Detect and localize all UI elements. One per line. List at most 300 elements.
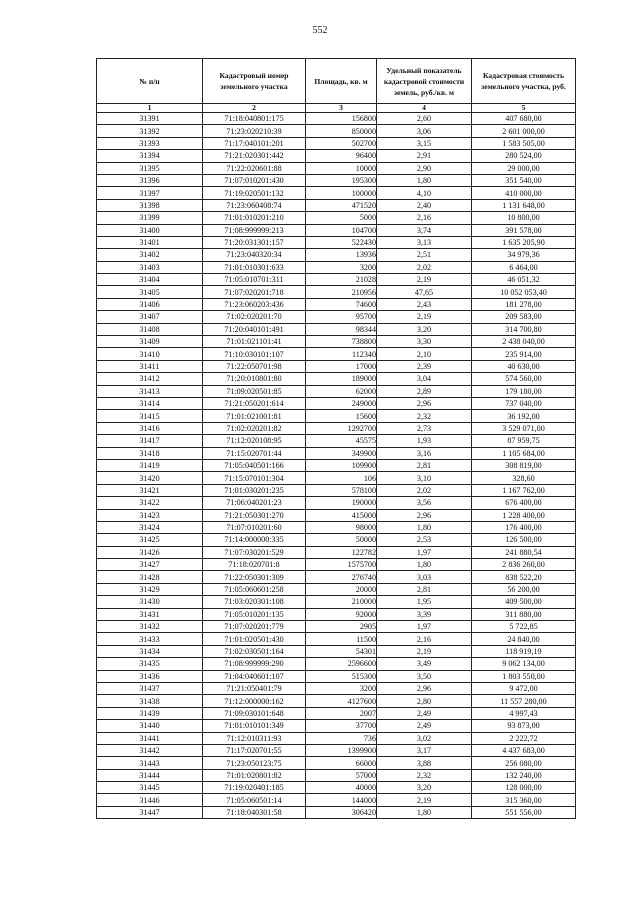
cadastral-number-cell: 71:05:010201:135 — [203, 608, 306, 620]
specific-value-cell: 2,96 — [377, 397, 472, 409]
row-number-cell: 31400 — [97, 224, 203, 236]
cadastral-value-cell: 87 959,75 — [472, 435, 576, 447]
cadastral-value-cell: 29 000,00 — [472, 162, 576, 174]
row-number-cell: 31425 — [97, 534, 203, 546]
area-cell: 54301 — [306, 645, 377, 657]
row-number-cell: 31409 — [97, 336, 203, 348]
specific-value-cell: 47,65 — [377, 286, 472, 298]
cadastral-value-cell: 126 500,00 — [472, 534, 576, 546]
area-cell: 10000 — [306, 162, 377, 174]
cadastral-number-cell: 71:12:020108:95 — [203, 435, 306, 447]
table-header-row — [97, 59, 576, 104]
cadastral-value-cell: 4 997,43 — [472, 707, 576, 719]
cadastral-value-cell: 4 437 683,00 — [472, 744, 576, 756]
row-number-cell: 31424 — [97, 521, 203, 533]
area-cell: 2596600 — [306, 658, 377, 670]
specific-value-cell: 3,74 — [377, 224, 472, 236]
header-area: Площадь, кв. м — [306, 59, 377, 104]
cadastral-value-cell: 40 630,00 — [472, 360, 576, 372]
specific-value-cell: 2,32 — [377, 769, 472, 781]
table-row — [97, 137, 576, 149]
cadastral-number-cell: 71:01:010101:349 — [203, 720, 306, 732]
cadastral-number-cell: 71:03:020301:108 — [203, 596, 306, 608]
table-row — [97, 497, 576, 509]
row-number-cell: 31426 — [97, 546, 203, 558]
table-row — [97, 645, 576, 657]
table-row — [97, 534, 576, 546]
cadastral-value-cell: 328,60 — [472, 472, 576, 484]
area-cell: 5000 — [306, 212, 377, 224]
area-cell: 1399900 — [306, 744, 377, 756]
cadastral-value-cell: 209 583,00 — [472, 311, 576, 323]
table-row — [97, 199, 576, 211]
area-cell: 66000 — [306, 757, 377, 769]
row-number-cell: 31412 — [97, 373, 203, 385]
specific-value-cell: 3,88 — [377, 757, 472, 769]
cadastral-number-cell: 71:06:040201:23 — [203, 497, 306, 509]
cadastral-value-cell: 10 052 053,40 — [472, 286, 576, 298]
specific-value-cell: 3,10 — [377, 472, 472, 484]
cadastral-value-cell: 46 051,32 — [472, 274, 576, 286]
area-cell: 515300 — [306, 670, 377, 682]
area-cell: 122782 — [306, 546, 377, 558]
area-cell: 45575 — [306, 435, 377, 447]
specific-value-cell: 2,49 — [377, 720, 472, 732]
specific-value-cell: 3,20 — [377, 782, 472, 794]
table-row — [97, 311, 576, 323]
cadastral-number-cell: 71:20:010801:80 — [203, 373, 306, 385]
area-cell: 15600 — [306, 410, 377, 422]
specific-value-cell: 4,10 — [377, 187, 472, 199]
specific-value-cell: 2,43 — [377, 298, 472, 310]
specific-value-cell: 2,19 — [377, 645, 472, 657]
cadastral-value-cell: 10 800,00 — [472, 212, 576, 224]
cadastral-number-cell: 71:09:020501:85 — [203, 385, 306, 397]
table-row — [97, 410, 576, 422]
cadastral-value-cell: 551 556,00 — [472, 806, 576, 818]
cadastral-value-cell: 256 080,00 — [472, 757, 576, 769]
row-number-cell: 31395 — [97, 162, 203, 174]
table-row — [97, 286, 576, 298]
area-cell: 21028 — [306, 274, 377, 286]
area-cell: 37700 — [306, 720, 377, 732]
cadastral-value-cell: 314 700,80 — [472, 323, 576, 335]
table-row — [97, 670, 576, 682]
specific-value-cell: 1,80 — [377, 521, 472, 533]
cadastral-value-cell: 351 540,00 — [472, 174, 576, 186]
specific-value-cell: 3,56 — [377, 497, 472, 509]
specific-value-cell: 1,80 — [377, 174, 472, 186]
table-row — [97, 720, 576, 732]
cadastral-value-cell: 315 360,00 — [472, 794, 576, 806]
area-cell: 1575700 — [306, 559, 377, 571]
row-number-cell: 31439 — [97, 707, 203, 719]
column-number: 3 — [306, 104, 377, 113]
area-cell: 349900 — [306, 447, 377, 459]
specific-value-cell: 2,96 — [377, 682, 472, 694]
area-cell: 190000 — [306, 497, 377, 509]
cadastral-number-cell: 71:02:020201:82 — [203, 422, 306, 434]
specific-value-cell: 2,19 — [377, 311, 472, 323]
table-row — [97, 373, 576, 385]
table-row — [97, 621, 576, 633]
row-number-cell: 31408 — [97, 323, 203, 335]
area-cell: 276740 — [306, 571, 377, 583]
row-number-cell: 31445 — [97, 782, 203, 794]
cadastral-number-cell: 71:18:040301:58 — [203, 806, 306, 818]
table-row — [97, 459, 576, 471]
specific-value-cell: 3,03 — [377, 571, 472, 583]
area-cell: 210000 — [306, 596, 377, 608]
area-cell: 210956 — [306, 286, 377, 298]
area-cell: 2905 — [306, 621, 377, 633]
specific-value-cell: 2,16 — [377, 633, 472, 645]
cadastral-value-cell: 1 131 648,00 — [472, 199, 576, 211]
cadastral-number-cell: 71:17:020701:55 — [203, 744, 306, 756]
cadastral-number-cell: 71:09:030101:648 — [203, 707, 306, 719]
specific-value-cell: 1,80 — [377, 559, 472, 571]
row-number-cell: 31431 — [97, 608, 203, 620]
area-cell: 522430 — [306, 236, 377, 248]
row-number-cell: 31403 — [97, 261, 203, 273]
cadastral-number-cell: 71:05:010701:311 — [203, 274, 306, 286]
table-body — [97, 113, 576, 819]
table-row — [97, 298, 576, 310]
table-row — [97, 608, 576, 620]
cadastral-number-cell: 71:23:050123:75 — [203, 757, 306, 769]
cadastral-value-cell: 409 500,00 — [472, 596, 576, 608]
table-row — [97, 546, 576, 558]
cadastral-value-cell: 1 228 400,00 — [472, 509, 576, 521]
specific-value-cell: 1,95 — [377, 596, 472, 608]
specific-value-cell: 2,96 — [377, 509, 472, 521]
row-number-cell: 31442 — [97, 744, 203, 756]
specific-value-cell: 2,16 — [377, 212, 472, 224]
table-row — [97, 521, 576, 533]
row-number-cell: 31436 — [97, 670, 203, 682]
area-cell: 104700 — [306, 224, 377, 236]
area-cell: 850000 — [306, 125, 377, 137]
table-row — [97, 484, 576, 496]
table-row — [97, 583, 576, 595]
cadastral-number-cell: 71:08:999999:290 — [203, 658, 306, 670]
table-row — [97, 744, 576, 756]
area-cell: 415000 — [306, 509, 377, 521]
area-cell: 195300 — [306, 174, 377, 186]
area-cell: 92000 — [306, 608, 377, 620]
area-cell: 50000 — [306, 534, 377, 546]
row-number-cell: 31406 — [97, 298, 203, 310]
cadastral-value-cell: 5 722,85 — [472, 621, 576, 633]
specific-value-cell: 3,13 — [377, 236, 472, 248]
cadastral-number-cell: 71:02:020201:70 — [203, 311, 306, 323]
table-row — [97, 806, 576, 818]
cadastral-value-cell: 36 192,00 — [472, 410, 576, 422]
column-number: 1 — [97, 104, 203, 113]
header-row-number: № п/п — [97, 59, 203, 104]
cadastral-value-cell: 1 167 762,00 — [472, 484, 576, 496]
table-row — [97, 707, 576, 719]
row-number-cell: 31443 — [97, 757, 203, 769]
area-cell: 62000 — [306, 385, 377, 397]
area-cell: 11500 — [306, 633, 377, 645]
table-row — [97, 323, 576, 335]
cadastral-value-cell: 574 560,00 — [472, 373, 576, 385]
row-number-cell: 31441 — [97, 732, 203, 744]
cadastral-number-cell: 71:01:010201:210 — [203, 212, 306, 224]
cadastral-number-cell: 71:07:020201:718 — [203, 286, 306, 298]
area-cell: 13936 — [306, 249, 377, 261]
row-number-cell: 31398 — [97, 199, 203, 211]
cadastral-value-cell: 132 240,00 — [472, 769, 576, 781]
cadastral-value-cell: 308 819,00 — [472, 459, 576, 471]
row-number-cell: 31405 — [97, 286, 203, 298]
specific-value-cell: 2,90 — [377, 162, 472, 174]
cadastral-number-cell: 71:22:020601:88 — [203, 162, 306, 174]
page-number: 552 — [312, 25, 328, 36]
cadastral-value-cell: 2 601 000,00 — [472, 125, 576, 137]
cadastral-number-cell: 71:20:040101:491 — [203, 323, 306, 335]
cadastral-number-cell: 71:05:060501:14 — [203, 794, 306, 806]
cadastral-value-cell: 3 529 071,00 — [472, 422, 576, 434]
table-row — [97, 397, 576, 409]
specific-value-cell: 3,30 — [377, 336, 472, 348]
cadastral-number-cell: 71:01:021101:41 — [203, 336, 306, 348]
cadastral-value-cell: 11 557 280,00 — [472, 695, 576, 707]
specific-value-cell: 2,02 — [377, 484, 472, 496]
table-row — [97, 633, 576, 645]
cadastral-number-cell: 71:23:060203:436 — [203, 298, 306, 310]
cadastral-number-cell: 71:18:020701:8 — [203, 559, 306, 571]
row-number-cell: 31402 — [97, 249, 203, 261]
table-row — [97, 261, 576, 273]
cadastral-value-cell: 118 919,19 — [472, 645, 576, 657]
specific-value-cell: 2,02 — [377, 261, 472, 273]
cadastral-number-cell: 71:05:060601:258 — [203, 583, 306, 595]
row-number-cell: 31415 — [97, 410, 203, 422]
cadastral-number-cell: 71:01:010301:633 — [203, 261, 306, 273]
row-number-cell: 31438 — [97, 695, 203, 707]
table-row — [97, 360, 576, 372]
row-number-cell: 31393 — [97, 137, 203, 149]
area-cell: 502700 — [306, 137, 377, 149]
cadastral-value-cell: 407 680,00 — [472, 113, 576, 125]
cadastral-number-cell: 71:12:010311:93 — [203, 732, 306, 744]
table-row — [97, 125, 576, 137]
table-row — [97, 150, 576, 162]
specific-value-cell: 2,32 — [377, 410, 472, 422]
area-cell: 40000 — [306, 782, 377, 794]
cadastral-number-cell: 71:23:060408:74 — [203, 199, 306, 211]
row-number-cell: 31430 — [97, 596, 203, 608]
area-cell: 96400 — [306, 150, 377, 162]
row-number-cell: 31419 — [97, 459, 203, 471]
row-number-cell: 31423 — [97, 509, 203, 521]
row-number-cell: 31417 — [97, 435, 203, 447]
row-number-cell: 31397 — [97, 187, 203, 199]
area-cell: 20000 — [306, 583, 377, 595]
cadastral-value-cell: 176 400,00 — [472, 521, 576, 533]
cadastral-value-cell: 2 836 260,00 — [472, 559, 576, 571]
specific-value-cell: 1,93 — [377, 435, 472, 447]
cadastral-value-cell: 391 578,00 — [472, 224, 576, 236]
cadastral-number-cell: 71:07:020201:779 — [203, 621, 306, 633]
row-number-cell: 31421 — [97, 484, 203, 496]
cadastral-number-cell: 71:01:020801:82 — [203, 769, 306, 781]
row-number-cell: 31437 — [97, 682, 203, 694]
cadastral-number-cell: 71:10:030101:107 — [203, 348, 306, 360]
table-row — [97, 596, 576, 608]
area-cell: 112340 — [306, 348, 377, 360]
cadastral-number-cell: 71:23:040320:34 — [203, 249, 306, 261]
row-number-cell: 31435 — [97, 658, 203, 670]
cadastral-number-cell: 71:21:050201:614 — [203, 397, 306, 409]
area-cell: 98000 — [306, 521, 377, 533]
cadastral-value-cell: 737 040,00 — [472, 397, 576, 409]
cadastral-number-cell: 71:07:010201:60 — [203, 521, 306, 533]
table-row — [97, 472, 576, 484]
area-cell: 144000 — [306, 794, 377, 806]
table-row — [97, 559, 576, 571]
specific-value-cell: 3,39 — [377, 608, 472, 620]
row-number-cell: 31401 — [97, 236, 203, 248]
cadastral-number-cell: 71:01:020501:430 — [203, 633, 306, 645]
cadastral-number-cell: 71:08:999999:213 — [203, 224, 306, 236]
cadastral-number-cell: 71:05:040501:166 — [203, 459, 306, 471]
cadastral-value-cell: 128 000,00 — [472, 782, 576, 794]
area-cell: 738800 — [306, 336, 377, 348]
cadastral-value-cell: 1 583 505,00 — [472, 137, 576, 149]
specific-value-cell: 3,50 — [377, 670, 472, 682]
specific-value-cell: 3,15 — [377, 137, 472, 149]
specific-value-cell: 2,73 — [377, 422, 472, 434]
cadastral-number-cell: 71:19:020401:185 — [203, 782, 306, 794]
cadastral-value-cell: 1 803 550,00 — [472, 670, 576, 682]
table-row — [97, 732, 576, 744]
cadastral-number-cell: 71:21:050401:79 — [203, 682, 306, 694]
specific-value-cell: 2,53 — [377, 534, 472, 546]
cadastral-value-cell: 2 438 040,00 — [472, 336, 576, 348]
row-number-cell: 31411 — [97, 360, 203, 372]
specific-value-cell: 3,06 — [377, 125, 472, 137]
row-number-cell: 31422 — [97, 497, 203, 509]
cadastral-number-cell: 71:02:030501:164 — [203, 645, 306, 657]
cadastral-value-cell: 93 873,00 — [472, 720, 576, 732]
table-row — [97, 249, 576, 261]
table-row — [97, 236, 576, 248]
cadastral-value-cell: 56 200,00 — [472, 583, 576, 595]
specific-value-cell: 2,39 — [377, 360, 472, 372]
cadastral-number-cell: 71:23:020210:39 — [203, 125, 306, 137]
area-cell: 1292700 — [306, 422, 377, 434]
table-row — [97, 757, 576, 769]
column-number-row — [97, 104, 576, 113]
cadastral-number-cell: 71:21:050301:270 — [203, 509, 306, 521]
header-cadastral-number: Кадастровый номер земельного участка — [203, 59, 306, 104]
row-number-cell: 31432 — [97, 621, 203, 633]
row-number-cell: 31429 — [97, 583, 203, 595]
table-row — [97, 385, 576, 397]
row-number-cell: 31446 — [97, 794, 203, 806]
area-cell: 74600 — [306, 298, 377, 310]
cadastral-value-cell: 1 105 684,00 — [472, 447, 576, 459]
row-number-cell: 31447 — [97, 806, 203, 818]
cadastral-value-cell: 24 840,00 — [472, 633, 576, 645]
area-cell: 471520 — [306, 199, 377, 211]
specific-value-cell: 1,97 — [377, 621, 472, 633]
row-number-cell: 31440 — [97, 720, 203, 732]
specific-value-cell: 2,10 — [377, 348, 472, 360]
cadastral-number-cell: 71:17:040101:201 — [203, 137, 306, 149]
row-number-cell: 31444 — [97, 769, 203, 781]
row-number-cell: 31391 — [97, 113, 203, 125]
area-cell: 156800 — [306, 113, 377, 125]
specific-value-cell: 2,81 — [377, 459, 472, 471]
cadastral-number-cell: 71:21:020301:442 — [203, 150, 306, 162]
table-row — [97, 695, 576, 707]
specific-value-cell: 2,19 — [377, 274, 472, 286]
table-row — [97, 174, 576, 186]
cadastral-value-cell: 6 464,00 — [472, 261, 576, 273]
cadastral-value-cell: 1 635 205,90 — [472, 236, 576, 248]
specific-value-cell: 2,81 — [377, 583, 472, 595]
area-cell: 3200 — [306, 261, 377, 273]
area-cell: 4127600 — [306, 695, 377, 707]
area-cell: 736 — [306, 732, 377, 744]
cadastral-value-cell: 179 180,00 — [472, 385, 576, 397]
area-cell: 306420 — [306, 806, 377, 818]
row-number-cell: 31404 — [97, 274, 203, 286]
row-number-cell: 31396 — [97, 174, 203, 186]
cadastral-value-cell: 9 062 134,00 — [472, 658, 576, 670]
table-row — [97, 113, 576, 125]
header-cadastral-value: Кадастровая стоимость земельного участка, руб. — [472, 59, 576, 104]
cadastral-number-cell: 71:01:021001:81 — [203, 410, 306, 422]
area-cell: 57000 — [306, 769, 377, 781]
area-cell: 17000 — [306, 360, 377, 372]
area-cell: 249000 — [306, 397, 377, 409]
specific-value-cell: 3,17 — [377, 744, 472, 756]
area-cell: 578100 — [306, 484, 377, 496]
specific-value-cell: 3,49 — [377, 658, 472, 670]
area-cell: 95700 — [306, 311, 377, 323]
cadastral-number-cell: 71:18:040801:175 — [203, 113, 306, 125]
table-row — [97, 571, 576, 583]
area-cell: 2007 — [306, 707, 377, 719]
table-row — [97, 782, 576, 794]
column-number: 4 — [377, 104, 472, 113]
specific-value-cell: 2,91 — [377, 150, 472, 162]
specific-value-cell: 2,19 — [377, 794, 472, 806]
table-row — [97, 212, 576, 224]
row-number-cell: 31416 — [97, 422, 203, 434]
row-number-cell: 31428 — [97, 571, 203, 583]
column-number: 2 — [203, 104, 306, 113]
specific-value-cell: 3,02 — [377, 732, 472, 744]
area-cell: 98344 — [306, 323, 377, 335]
cadastral-number-cell: 71:07:030201:529 — [203, 546, 306, 558]
table-row — [97, 274, 576, 286]
cadastral-number-cell: 71:22:050301:309 — [203, 571, 306, 583]
specific-value-cell: 3,16 — [377, 447, 472, 459]
cadastral-value-cell: 676 400,00 — [472, 497, 576, 509]
cadastral-number-cell: 71:01:030201:235 — [203, 484, 306, 496]
row-number-cell: 31433 — [97, 633, 203, 645]
cadastral-value-cell: 410 000,00 — [472, 187, 576, 199]
specific-value-cell: 2,89 — [377, 385, 472, 397]
table-row — [97, 187, 576, 199]
cadastral-value-cell: 235 914,00 — [472, 348, 576, 360]
